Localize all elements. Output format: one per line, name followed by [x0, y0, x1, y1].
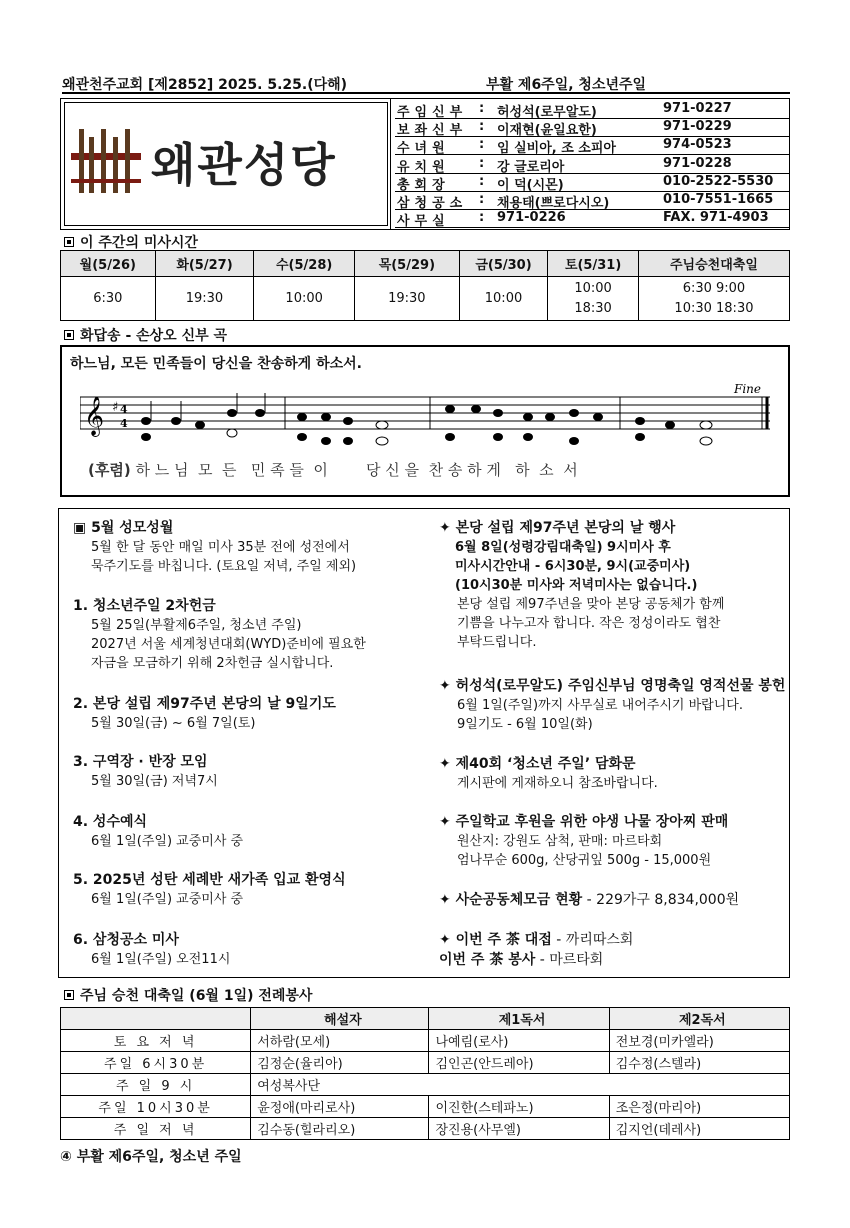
mass-time: 18:30	[574, 300, 612, 316]
mass-day-header: 금(5/30)	[459, 251, 548, 277]
staff-role: 주임신부	[397, 105, 468, 120]
serve-header: 제1독서	[429, 1008, 609, 1030]
staff-colon: :	[479, 173, 485, 189]
notice-title	[439, 519, 724, 538]
notice-title-text: 6. 삼청공소 미사	[73, 932, 179, 948]
page-footer: ④ 부활 제6주일, 청소년 주일	[60, 1149, 242, 1165]
notice-item	[439, 951, 603, 970]
music-staff	[80, 383, 780, 461]
notice-title	[73, 519, 356, 538]
notice-title-text: ▣ 5월 성모성월	[73, 520, 174, 536]
serve-person: 나예림(로사)	[429, 1030, 609, 1052]
staff-name: 이재현(윤일요한)	[497, 123, 597, 139]
staff-colon: :	[479, 137, 485, 153]
notice-title	[73, 753, 218, 772]
notice-line: 5월 한 달 동안 매일 미사 35분 전에 성전에서	[91, 540, 350, 555]
liturgy-servers-table	[60, 1007, 790, 1140]
serve-time: 주일 6시30분	[61, 1052, 251, 1074]
staff-phone: 971-0227	[663, 101, 732, 116]
notice-item	[73, 597, 366, 673]
mass-day-header: 주님승천대축일	[638, 251, 789, 277]
serve-person: 김지언(데레사)	[609, 1118, 789, 1140]
notice-item	[439, 931, 633, 950]
notice-line: 엄나무순 600g, 산당귀잎 500g - 15,000원	[457, 853, 712, 868]
notice-bold-line: 미사시간안내 - 6시30분, 9시(교중미사)	[455, 559, 691, 574]
svg-text:Fine: Fine	[734, 383, 761, 396]
notice-title-text: 1. 청소년주일 2차헌금	[73, 598, 216, 614]
mass-time: 10:00	[574, 280, 612, 296]
staff-role: 수녀원	[397, 141, 450, 157]
mass-time-cell	[61, 277, 156, 321]
notice-line: 게시판에 게재하오니 참조바랍니다.	[457, 776, 658, 791]
notice-title	[439, 677, 785, 696]
mass-time: 6:30	[93, 290, 123, 306]
staff-row	[395, 101, 789, 119]
notice-title-text: 5. 2025년 성탄 세례반 새가족 입교 환영식	[73, 872, 346, 888]
mass-time-cell	[254, 277, 355, 321]
staff-phone: 010-7551-1665	[663, 192, 774, 207]
mass-time: 10:00	[285, 290, 323, 306]
serve-person: 서하람(모세)	[251, 1030, 429, 1052]
serve-person: 여성복사단	[251, 1074, 790, 1096]
staff-name: 허성석(로무알도)	[497, 105, 597, 120]
staff-role: 삼청공소	[397, 196, 468, 211]
serve-time: 토 요 저 녁	[61, 1030, 251, 1052]
mass-times-table	[60, 250, 790, 321]
notice-line: 5월 25일(부활제6주일, 청소년 주일)	[91, 618, 302, 633]
notice-line: 2027년 서울 세계청년대회(WYD)준비에 필요한	[91, 637, 366, 652]
hymn-section-title: 화답송 - 손상오 신부 곡	[64, 325, 227, 345]
staff-phone: 010-2522-5530	[663, 173, 774, 189]
mass-time-cell	[459, 277, 548, 321]
staff-role: 사무실	[397, 214, 450, 230]
notice-bold-line: (10시30분 미사와 저녁미사는 없습니다.)	[455, 578, 698, 593]
bulletin-header	[62, 74, 790, 94]
serve-person: 전보경(미카엘라)	[609, 1030, 789, 1052]
notice-detail: - 마르타회	[535, 952, 604, 968]
serve-person: 김수정(스텔라)	[609, 1052, 789, 1074]
church-logo	[61, 99, 391, 229]
mass-day-header: 월(5/26)	[61, 251, 156, 277]
serve-section-title: 주님 승천 대축일 (6월 1일) 전례봉사	[64, 985, 312, 1005]
staff-name: 이 덕(시몬)	[497, 177, 564, 193]
staff-phone: 971-0229	[663, 119, 732, 135]
mass-day-header: 토(5/31)	[548, 251, 639, 277]
serve-person: 조은정(마리아)	[609, 1096, 789, 1118]
serve-person: 김정순(율리아)	[251, 1052, 429, 1074]
notice-item	[439, 891, 739, 910]
serve-person: 윤정애(마리로사)	[251, 1096, 429, 1118]
notice-bold-line: 6월 8일(성령강림대축일) 9시미사 후	[455, 540, 671, 555]
staff-phone: 971-0228	[663, 155, 732, 171]
notice-title-text: 이번 주 茶 봉사	[439, 952, 536, 968]
notice-title-text: ✦ 주일학교 후원을 위한 야생 나물 장아찌 판매	[439, 814, 729, 830]
notice-title	[73, 597, 366, 616]
notice-item	[439, 813, 728, 870]
notice-line: 9일기도 - 6월 10일(화)	[457, 717, 593, 732]
notice-title-text: ✦ 사순공동체모금 현황	[439, 892, 583, 908]
notice-item	[439, 519, 724, 652]
staff-colon: :	[479, 192, 485, 207]
notice-line: 6월 1일(주일) 교중미사 중	[91, 892, 244, 907]
notice-title-text: ✦ 제40회 ‘청소년 주일’ 담화문	[439, 756, 636, 772]
staff-colon: :	[479, 155, 485, 171]
notice-title	[73, 813, 243, 832]
notice-item	[73, 813, 243, 851]
staff-colon: :	[479, 210, 485, 226]
serve-header: 해설자	[251, 1008, 429, 1030]
liturgical-day: 부활 제6주일, 청소년주일	[486, 77, 647, 93]
mass-time: 19:30	[388, 290, 426, 306]
notice-line: 6월 1일(주일) 교중미사 중	[91, 834, 244, 849]
notice-line: 6월 1일(주일) 오전11시	[91, 952, 231, 967]
notice-line: 묵주기도를 바칩니다. (토요일 저녁, 주일 제외)	[91, 559, 357, 574]
mass-time-cell	[155, 277, 254, 321]
notice-line: 5월 30일(금) 저녁7시	[91, 774, 218, 789]
notice-title	[439, 813, 728, 832]
notice-title-text: 2. 본당 설립 제97주년 본당의 날 9일기도	[73, 696, 336, 712]
mass-day-header: 화(5/27)	[155, 251, 254, 277]
church-emblem-icon	[71, 127, 141, 195]
notice-title	[439, 891, 739, 910]
serve-person: 김수동(힐라리오)	[251, 1118, 429, 1140]
staff-name: 임 실비아, 조 소피아	[497, 141, 616, 157]
mass-time: 10:30 18:30	[674, 300, 754, 316]
notice-title	[73, 695, 336, 714]
mass-time-cell	[355, 277, 460, 321]
notice-item	[73, 931, 230, 969]
notice-item	[73, 753, 218, 791]
notice-item	[439, 677, 785, 734]
staff-name: 971-0226	[497, 210, 566, 226]
staff-phone: 974-0523	[663, 137, 732, 153]
staff-row	[395, 174, 789, 192]
mass-time: 19:30	[185, 290, 224, 306]
svg-text:4: 4	[120, 417, 128, 430]
notice-line: 기쁨을 나누고자 합니다. 작은 정성이라도 협찬	[457, 616, 721, 631]
serve-person: 장진용(사무엘)	[429, 1118, 609, 1140]
mass-time-cell	[548, 277, 639, 321]
staff-name: 채용태(쁘로다시오)	[497, 196, 610, 211]
serve-row	[61, 1074, 790, 1096]
notice-title-text: ✦ 허성석(로무알도) 주임신부님 영명축일 영적선물 봉헌	[439, 678, 786, 694]
staff-role: 유치원	[397, 159, 450, 175]
notice-line: 자금을 모금하기 위해 2차헌금 실시합니다.	[91, 656, 334, 671]
svg-text:4: 4	[120, 403, 128, 416]
notice-title	[73, 931, 230, 950]
serve-time: 주 일 저 녁	[61, 1118, 251, 1140]
serve-row	[61, 1096, 790, 1118]
notices-box	[58, 508, 790, 978]
staff-role: 보좌신부	[397, 123, 468, 139]
psalm-lyrics: (후렴) 하 느 님 모 든 민 족 들 이 당 신 을 찬 송 하 게 하 소 서	[88, 461, 578, 479]
psalm-refrain-text: 하느님, 모든 민족들이 당신을 찬송하게 하소서.	[70, 356, 362, 372]
staff-name: 강 글로리아	[497, 159, 565, 175]
notice-detail: - 까리따스회	[551, 932, 634, 948]
svg-text:♯: ♯	[112, 400, 119, 415]
mass-time: 10:00	[484, 290, 523, 306]
mass-day-header: 목(5/29)	[355, 251, 460, 277]
notice-detail: - 229가구 8,834,000원	[582, 892, 740, 908]
notice-title-text: 4. 성수예식	[73, 814, 148, 830]
responsorial-psalm-box	[60, 345, 790, 497]
notice-line: 6월 1일(주일)까지 사무실로 내어주시기 바랍니다.	[457, 698, 743, 713]
notice-title-text: ✦ 본당 설립 제97주년 본당의 날 행사	[439, 520, 676, 536]
notice-title-text: 3. 구역장 · 반장 모임	[73, 754, 208, 770]
staff-role: 총회장	[397, 177, 450, 193]
serve-row	[61, 1118, 790, 1140]
serve-time: 주 일 9 시	[61, 1074, 251, 1096]
notice-item	[73, 519, 356, 576]
staff-row	[395, 156, 789, 174]
staff-row	[395, 210, 789, 228]
serve-header: 제2독서	[609, 1008, 789, 1030]
svg-text:𝄞: 𝄞	[84, 396, 105, 436]
staff-row	[395, 192, 789, 210]
serve-row	[61, 1030, 790, 1052]
serve-time: 주일 10시30분	[61, 1096, 251, 1118]
notice-title	[439, 755, 658, 774]
notice-title	[73, 871, 346, 890]
serve-person: 이진한(스테파노)	[429, 1096, 609, 1118]
staff-colon: :	[479, 101, 485, 116]
serve-person: 김인곤(안드레아)	[429, 1052, 609, 1074]
staff-phone: FAX. 971-4903	[663, 210, 769, 226]
notice-item	[73, 695, 336, 733]
mass-section-title: 이 주간의 미사시간	[64, 232, 198, 252]
staff-row	[395, 137, 789, 155]
staff-colon: :	[479, 119, 485, 135]
serve-row	[61, 1052, 790, 1074]
notice-title	[439, 951, 603, 970]
info-box	[60, 98, 790, 230]
mass-time: 6:30 9:00	[682, 280, 746, 296]
notice-line: 부탁드립니다.	[457, 635, 537, 650]
notice-line: 5월 30일(금) ~ 6월 7일(토)	[91, 716, 256, 731]
church-name: 왜관성당	[151, 138, 337, 192]
mass-day-header: 수(5/28)	[254, 251, 355, 277]
notice-title	[439, 931, 633, 950]
notice-line: 본당 설립 제97주년을 맞아 본당 공동체가 함께	[457, 597, 725, 612]
issue-info: 왜관천주교회 [제2852] 2025. 5.25.(다해)	[62, 77, 348, 93]
notice-title-text: ✦ 이번 주 茶 대접	[439, 932, 552, 948]
notice-item	[73, 871, 346, 909]
serve-header	[61, 1008, 251, 1030]
notice-item	[439, 755, 658, 793]
staff-row	[395, 119, 789, 137]
notice-line: 원산지: 강원도 삼척, 판매: 마르타회	[457, 834, 663, 849]
mass-time-cell	[638, 277, 789, 321]
staff-divider	[395, 227, 789, 228]
